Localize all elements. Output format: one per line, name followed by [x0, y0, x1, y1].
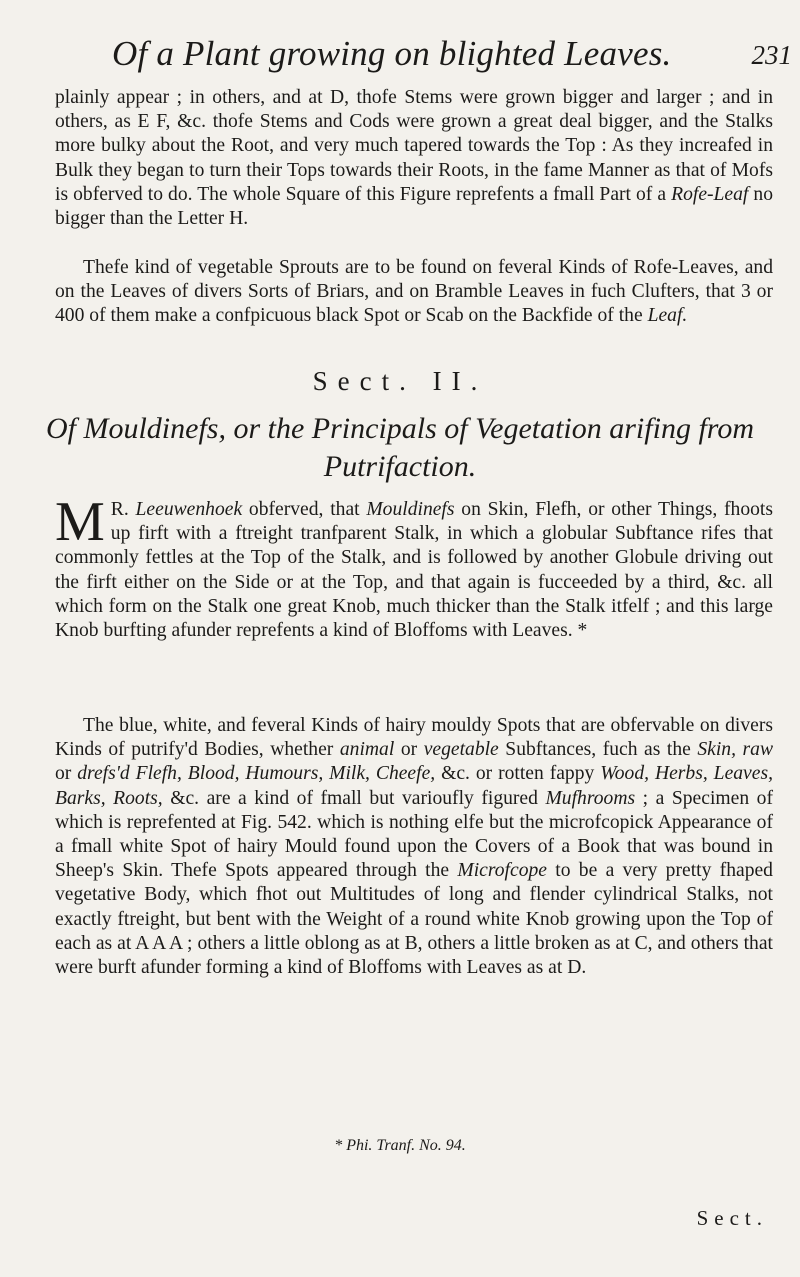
p4-text-f: &c. are a kind of fmall but varioufly figured: [162, 787, 546, 809]
paragraph-1-text: plainly appear ; in others, and at D, thofe Stems were grown bigger and larger ; and in others, as E F, &c. thofe Stems and Cods were grown a great deal bigger, and the Stalks more bulky about the Root, and very much tapered towards the Top : As they increafed in Bulk they began to turn their Tops towards their Roots, in the fame Manner as that of Mofs is obferved to do. The whole Square of this Figure reprefents a fmall Part of a: [55, 87, 773, 205]
p4-text-c: Subftances, fuch as the: [498, 739, 698, 761]
paragraph-1-end: no bigger than the Letter H.: [55, 183, 774, 230]
running-header: [112, 34, 792, 84]
p3-text-a: R.: [110, 499, 136, 520]
paragraph-2: [55, 256, 773, 329]
page-number: 231: [751, 40, 792, 70]
section-title: Of Mouldinefs, or the Principals of Vegetation arifing from Putrifaction.: [45, 412, 755, 483]
p4-italic-3: Skin, raw: [697, 739, 774, 761]
p4-text-b: or: [394, 739, 424, 761]
paragraph-2-text: Thefe kind of vegetable Sprouts are to be found on feveral Kinds of Rofe-Leaves, and on the Leaves of divers Sorts of Briars, and on Bramble Leaves in fuch Clufters, that 3 or 400 of them make a confpicuous black Spot or Scab on the Backfide of the: [55, 257, 773, 327]
drop-cap: M: [55, 491, 105, 553]
p4-italic-4: drefs'd Flefh, Blood, Humours, Milk, Cheefe,: [77, 763, 436, 785]
p3-term: Mouldinefs: [366, 499, 455, 520]
paragraph-3: [55, 491, 774, 643]
paragraph-4: [55, 714, 773, 980]
p4-text-d: or: [55, 763, 78, 785]
paragraph-1: [55, 86, 773, 231]
paragraph-1-italic: Rofe-Leaf: [671, 183, 749, 205]
p4-text-h: to be a very pretty fhaped vegetative Body, which fhot out Multitudes of long and flender cylindrical Stalks, not exactly ftreight, but bent with the Weight of a round white Knob growing upon the Top of each as at A A A ; others a little oblong as at B, others a little broken as at C, and others that were burft afunder forming a kind of Bloffoms with Leaves as at D.: [55, 860, 773, 979]
p3-text-c: on Skin, Flefh, or other Things, fhoots up firft with a ftreight tranfparent Stalk, in which a globular Subftance rifes that commonly fettles at the Top of the Stalk, and is followed by another Globule driving out the firft either on the Side or at the Top, and that again is fucceeded by a third, &c. all which form on the Stalk one great Knob, much thicker than the Stalk itfelf ; and this large Knob burfting afunder reprefents a kind of Bloffoms with Leaves. *: [55, 499, 774, 642]
p4-text-e: &c. or rotten fappy: [435, 763, 601, 785]
p4-italic-7: Microfcope: [457, 860, 547, 882]
p3-text-b: obferved, that: [242, 499, 367, 520]
p3-name: Leeuwenhoek: [135, 499, 243, 520]
p4-italic-5: Wood, Herbs, Leaves, Barks, Roots,: [55, 763, 773, 809]
section-label: Sect. II.: [312, 366, 488, 396]
p4-italic-6: Mufhrooms: [545, 787, 636, 809]
p4-text-a: The blue, white, and feveral Kinds of hairy mouldy Spots that are obfervable on divers Kinds of putrify'd Bodies, whether: [55, 715, 773, 761]
running-title: Of a Plant growing on blighted Leaves.: [112, 34, 672, 73]
footnote: * Phi. Tranf. No. 94.: [334, 1137, 466, 1154]
p4-italic-1: animal: [339, 739, 395, 761]
catchword: Sect.: [696, 1206, 768, 1230]
p4-text-g: ; a Specimen of which is reprefented at Fig. 542. which is nothing elfe but the microfcopick Appearance of a fmall white Spot of hairy Mould found upon the Covers of a Book that was bound in Sheep's Skin. Thefe Spots appeared through the: [55, 787, 773, 882]
paragraph-2-italic: Leaf.: [647, 305, 688, 327]
p4-italic-2: vegetable: [423, 739, 499, 761]
